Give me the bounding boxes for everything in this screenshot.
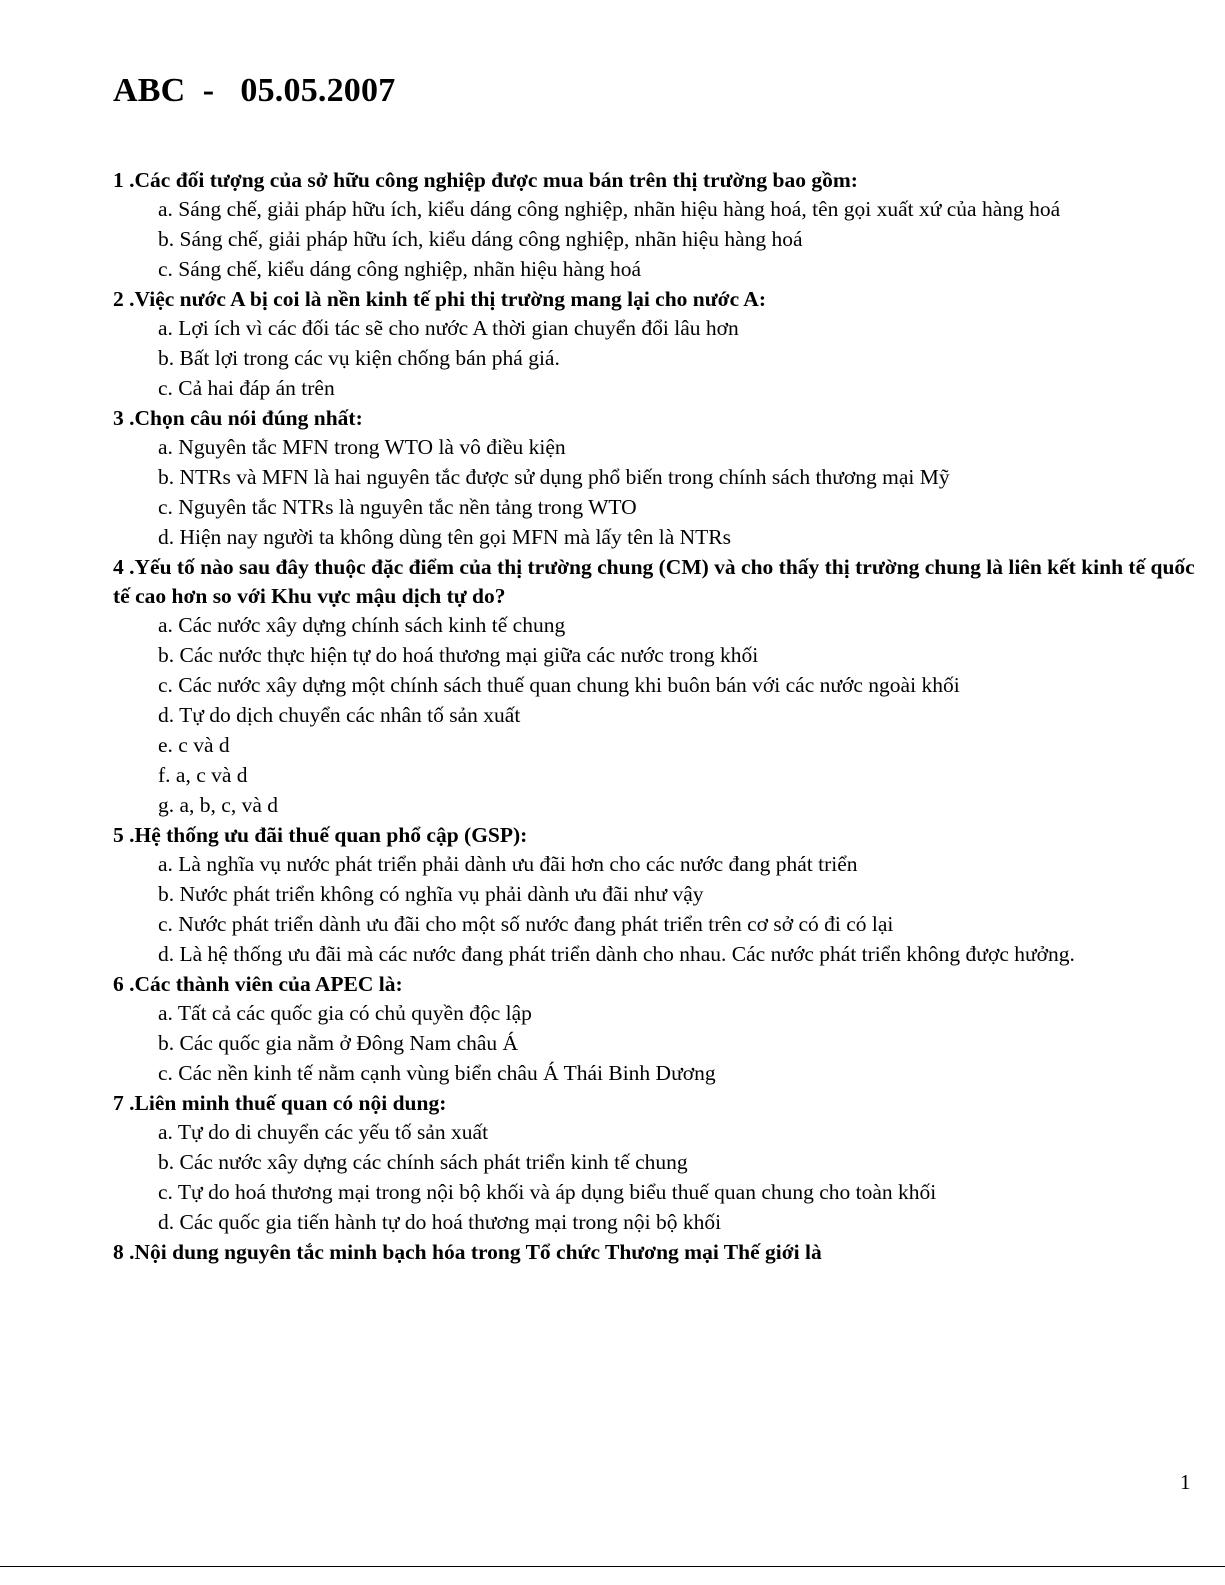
q4-option-b: b. Các nước thực hiện tự do hoá thương mại giữa các nước trong khối	[158, 643, 759, 667]
q7-option-c: c. Tự do hoá thương mại trong nội bộ khối và áp dụng biểu thuế quan chung cho toàn khối	[158, 1180, 937, 1204]
q3-option-d: d. Hiện nay người ta không dùng tên gọi MFN mà lấy tên là NTRs	[158, 525, 731, 549]
q3-option-c: c. Nguyên tắc NTRs là nguyên tắc nền tảng trong WTO	[158, 495, 637, 519]
q4-option-c: c. Các nước xây dựng một chính sách thuế quan chung khi buôn bán với các nước ngoài khối	[158, 673, 960, 697]
q5-option-b: b. Nước phát triển không có nghĩa vụ phải dành ưu đãi như vậy	[158, 882, 704, 906]
q4-option-e: e. c và d	[158, 733, 230, 757]
question-1: 1 .Các đối tượng của sở hữu công nghiệp được mua bán trên thị trường bao gồm:	[113, 168, 858, 192]
question-4: 4 .Yếu tố nào sau đây thuộc đặc điểm của thị trường chung (CM) và cho thấy thị trường chung là liên kết kinh tế quốc tế cao hơn so với Khu vực mậu dịch tự do?	[113, 555, 1195, 608]
q7-option-d: d. Các quốc gia tiến hành tự do hoá thương mại trong nội bộ khối	[158, 1210, 722, 1234]
q6-option-c: c. Các nền kinh tế nằm cạnh vùng biển châu Á Thái Binh Dương	[158, 1061, 716, 1085]
q5-option-d: d. Là hệ thống ưu đãi mà các nước đang phát triển dành cho nhau. Các nước phát triển không được hưởng.	[158, 942, 1075, 966]
q1-option-c: c. Sáng chế, kiểu dáng công nghiệp, nhãn hiệu hàng hoá	[158, 257, 642, 281]
question-list	[113, 166, 1195, 1267]
q7-option-b: b. Các nước xây dựng các chính sách phát triển kinh tế chung	[158, 1150, 688, 1174]
question-5: 5 .Hệ thống ưu đãi thuế quan phổ cập (GSP):	[113, 823, 528, 847]
q4-option-g: g. a, b, c, và d	[158, 793, 279, 817]
document-title: ABC - 05.05.2007	[113, 72, 396, 109]
q4-option-d: d. Tự do dịch chuyển các nhân tố sản xuất	[158, 703, 521, 727]
q1-option-b: b. Sáng chế, giải pháp hữu ích, kiểu dáng công nghiệp, nhãn hiệu hàng hoá	[158, 227, 803, 251]
q6-option-a: a. Tất cả các quốc gia có chủ quyền độc lập	[158, 1001, 532, 1025]
q6-option-b: b. Các quốc gia nằm ở Đông Nam châu Á	[158, 1031, 519, 1055]
page-number: 1	[1180, 1470, 1191, 1494]
q5-option-c: c. Nước phát triển dành ưu đãi cho một số nước đang phát triển trên cơ sở có đi có lại	[158, 912, 894, 936]
question-3: 3 .Chọn câu nói đúng nhất:	[113, 406, 363, 430]
q4-option-f: f. a, c và d	[158, 763, 248, 787]
q4-option-a: a. Các nước xây dựng chính sách kinh tế chung	[158, 613, 566, 637]
q7-option-a: a. Tự do di chuyển các yếu tố sản xuất	[158, 1120, 489, 1144]
question-8: 8 .Nội dung nguyên tắc minh bạch hóa trong Tổ chức Thương mại Thế giới là	[113, 1240, 822, 1264]
q3-option-b: b. NTRs và MFN là hai nguyên tắc được sử dụng phổ biến trong chính sách thương mại Mỹ	[158, 465, 950, 489]
q1-option-a: a. Sáng chế, giải pháp hữu ích, kiểu dáng công nghiệp, nhãn hiệu hàng hoá, tên gọi xuất xứ của hàng hoá	[158, 197, 1061, 221]
question-2: 2 .Việc nước A bị coi là nền kinh tế phi thị trường mang lại cho nước A:	[113, 287, 766, 311]
page-bottom-divider	[0, 1566, 1225, 1567]
q5-option-a: a. Là nghĩa vụ nước phát triển phải dành ưu đãi hơn cho các nước đang phát triển	[158, 852, 858, 876]
q2-option-b: b. Bất lợi trong các vụ kiện chống bán phá giá.	[158, 346, 560, 370]
q2-option-a: a. Lợi ích vì các đối tác sẽ cho nước A thời gian chuyển đổi lâu hơn	[158, 316, 739, 340]
question-7: 7 .Liên minh thuế quan có nội dung:	[113, 1091, 447, 1115]
q3-option-a: a. Nguyên tắc MFN trong WTO là vô điều kiện	[158, 435, 566, 459]
q2-option-c: c. Cả hai đáp án trên	[158, 376, 335, 400]
question-6: 6 .Các thành viên của APEC là:	[113, 972, 403, 996]
